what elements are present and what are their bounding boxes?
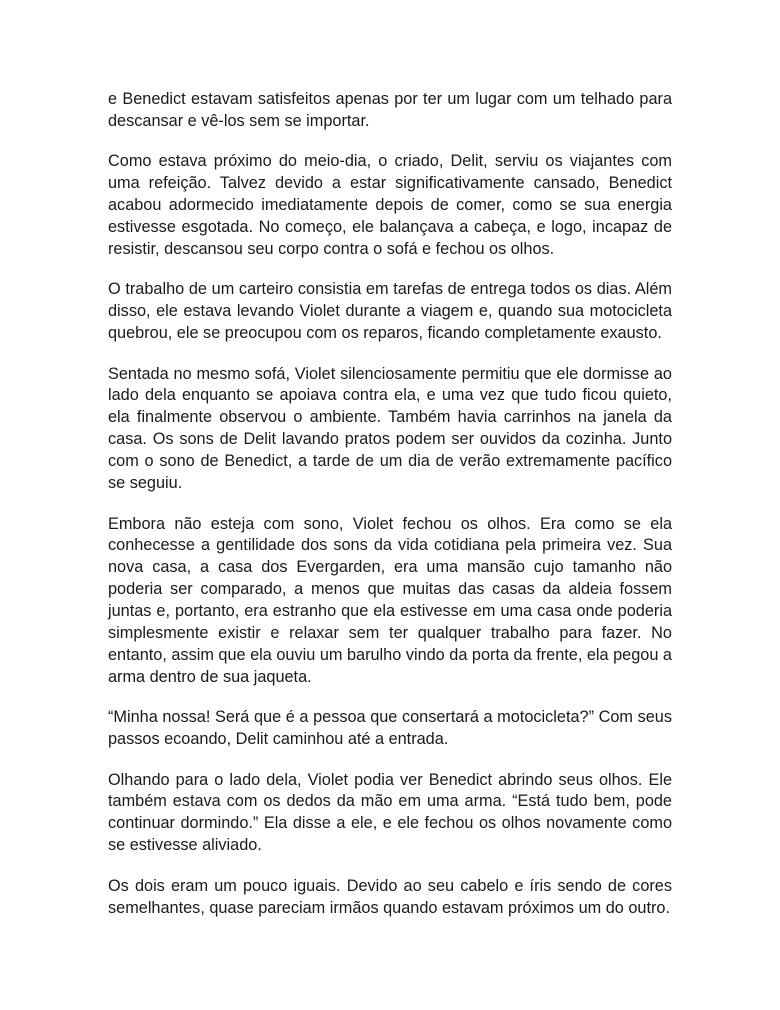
paragraph-4: Sentada no mesmo sofá, Violet silenciosamente permitiu que ele dormisse ao lado dela enquanto se apoiava contra ela, e uma vez que tudo ficou quieto, ela finalmente observou o ambiente. Também havia carrinhos na janela da casa. Os sons de Delit lavando pratos podem ser ouvidos da cozinha. Junto com o sono de Benedict, a tarde de um dia de verão extremamente pacífico se seguiu.	[108, 364, 672, 493]
document-page	[108, 89, 672, 938]
paragraph-6: “Minha nossa! Será que é a pessoa que consertará a motocicleta?” Com seus passos ecoando, Delit caminhou até a entrada.	[108, 708, 672, 749]
paragraph-1: e Benedict estavam satisfeitos apenas por ter um lugar com um telhado para descansar e vê-los sem se importar.	[108, 90, 672, 130]
paragraph-5: Embora não esteja com sono, Violet fechou os olhos. Era como se ela conhecesse a gentilidade dos sons da vida cotidiana pela primeira vez. Sua nova casa, a casa dos Evergarden, era uma mansão cujo tamanho não poderia ser comparado, a menos que muitas das casas da aldeia fossem juntas e, portanto, era estranho que ela estivesse em uma casa onde poderia simplesmente existir e relaxar sem ter qualquer trabalho para fazer. No entanto, assim que ela ouviu um barulho vindo da porta da frente, ela pegou a arma dentro de sua jaqueta.	[108, 514, 672, 686]
paragraph-3: O trabalho de um carteiro consistia em tarefas de entrega todos os dias. Além disso, ele estava levando Violet durante a viagem e, quando sua motocicleta quebrou, ele se preocupou com os reparos, ficando completamente exausto.	[108, 280, 672, 343]
paragraph-8: Os dois eram um pouco iguais. Devido ao seu cabelo e íris sendo de cores semelhantes, quase pareciam irmãos quando estavam próximos um do outro.	[108, 876, 672, 917]
paragraph-2: Como estava próximo do meio-dia, o criado, Delit, serviu os viajantes com uma refeição. Talvez devido a estar significativamente cansado, Benedict acabou adormecido imediatamente depois de comer, como se sua energia estivesse esgotada. No começo, ele balançava a cabeça, e logo, incapaz de resistir, descansou seu corpo contra o sofá e fechou os olhos.	[108, 152, 672, 258]
paragraph-7: Olhando para o lado dela, Violet podia ver Benedict abrindo seus olhos. Ele também estava com os dedos da mão em uma arma. “Está tudo bem, pode continuar dormindo.” Ela disse a ele, e ele fechou os olhos novamente como se estivesse aliviado.	[108, 770, 672, 855]
